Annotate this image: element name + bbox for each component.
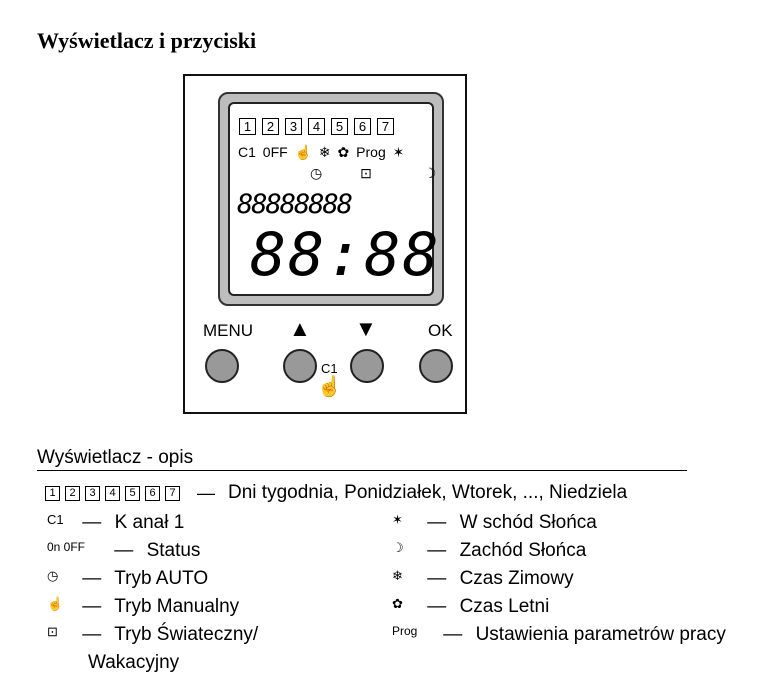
lcd-mode-row bbox=[310, 165, 436, 182]
snowflake-icon: ❄ bbox=[392, 568, 403, 583]
prog-indicator: Prog bbox=[392, 624, 418, 638]
status-indicator: 0n 0FF bbox=[47, 540, 86, 554]
status-indicator: 0FF bbox=[262, 144, 288, 160]
legend-day: 6 bbox=[145, 486, 160, 501]
up-arrow-icon: ▲ bbox=[289, 316, 311, 341]
prog-indicator: Prog bbox=[356, 144, 386, 160]
sunset-icon: ☽ bbox=[392, 540, 404, 555]
lcd-segment-text: 88888888 bbox=[237, 189, 352, 220]
hand-icon: ☝ bbox=[47, 596, 64, 611]
lcd-day: 2 bbox=[262, 118, 279, 135]
ok-label: OK bbox=[428, 321, 453, 340]
lcd-days bbox=[239, 118, 394, 135]
legend-item-winter: ❄ — Czas Zimowy bbox=[392, 568, 574, 589]
suitcase-icon: ⊡ bbox=[47, 624, 58, 639]
legend-item-summer: ✿ — Czas Letni bbox=[392, 596, 550, 617]
divider bbox=[37, 470, 687, 471]
legend-item-manual: ☝ — Tryb Manualny bbox=[47, 596, 240, 617]
section-title: Wyświetlacz - opis bbox=[37, 447, 194, 468]
legend-item-status: 0n 0FF — Status bbox=[47, 540, 201, 561]
clock-icon: ◷ bbox=[47, 568, 59, 583]
hand-icon: ☝ bbox=[294, 144, 313, 160]
sunset-icon: ☽ bbox=[423, 165, 437, 181]
lcd-day: 6 bbox=[354, 118, 371, 135]
legend-text: Dni tygodnia, Ponidziałek, Wtorek, ..., Niedziela bbox=[228, 482, 628, 503]
clock-icon: ◷ bbox=[310, 165, 323, 181]
sunrise-icon: ✶ bbox=[392, 512, 403, 527]
legend-item-holiday: ⊡ — Tryb Świateczny/ bbox=[47, 624, 259, 645]
legend-day: 1 bbox=[45, 486, 60, 501]
legend-day: 4 bbox=[105, 486, 120, 501]
sun-icon: ✿ bbox=[337, 144, 350, 160]
suitcase-icon: ⊡ bbox=[360, 165, 372, 181]
lcd-day: 5 bbox=[331, 118, 348, 135]
lcd-day: 4 bbox=[308, 118, 325, 135]
hand-icon: ☝ bbox=[317, 376, 342, 398]
lcd-status-row bbox=[238, 144, 407, 161]
ok-button[interactable] bbox=[419, 349, 453, 383]
c1-label: C1 bbox=[321, 361, 338, 376]
legend-item-channel: C1 — K anał 1 bbox=[47, 512, 185, 533]
snowflake-icon: ❄ bbox=[318, 144, 331, 160]
down-button[interactable] bbox=[350, 349, 384, 383]
legend-item-prog: Prog — Ustawienia parametrów pracy bbox=[392, 624, 726, 645]
menu-button[interactable] bbox=[205, 349, 239, 383]
channel-indicator: C1 bbox=[238, 144, 256, 160]
page-title: Wyświetlacz i przyciski bbox=[37, 28, 257, 53]
down-arrow-icon: ▼ bbox=[355, 316, 377, 341]
up-button[interactable] bbox=[283, 349, 317, 383]
lcd-day: 1 bbox=[239, 118, 256, 135]
legend-day: 7 bbox=[165, 486, 180, 501]
lcd-time-digits: 88:88 bbox=[250, 220, 441, 290]
legend-day: 5 bbox=[125, 486, 140, 501]
lcd-day: 3 bbox=[285, 118, 302, 135]
channel-indicator: C1 bbox=[47, 512, 64, 527]
legend-item-sunrise: ✶ — W schód Słońca bbox=[392, 512, 597, 533]
legend-dash: — bbox=[197, 482, 215, 503]
legend-day: 2 bbox=[65, 486, 80, 501]
legend-day: 3 bbox=[85, 486, 100, 501]
legend-item-holiday-cont: Wakacyjny bbox=[88, 652, 180, 673]
legend-item-sunset: ☽ — Zachód Słońca bbox=[392, 540, 587, 561]
menu-label: MENU bbox=[203, 321, 254, 340]
sunrise-icon: ✶ bbox=[392, 144, 405, 160]
day-legend bbox=[45, 482, 627, 504]
lcd-day: 7 bbox=[377, 118, 394, 135]
sun-icon: ✿ bbox=[392, 596, 403, 611]
legend-item-auto: ◷ — Tryb AUTO bbox=[47, 568, 209, 589]
